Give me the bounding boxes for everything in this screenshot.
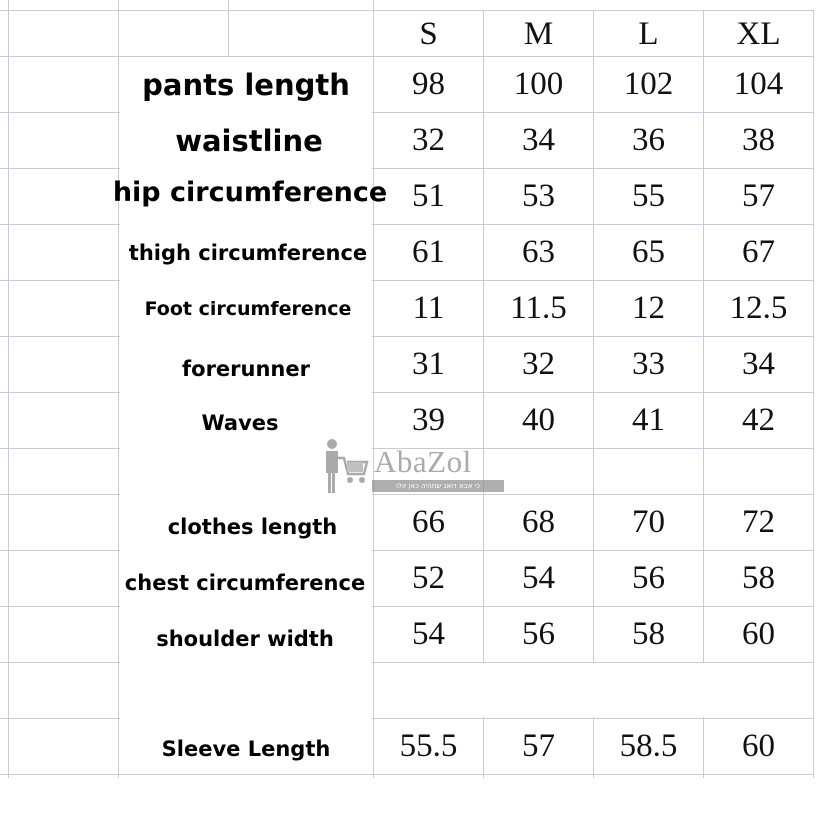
row-label: thigh circumference bbox=[128, 240, 368, 265]
table-cell: 58 bbox=[632, 616, 665, 652]
table-cell: 100 bbox=[513, 66, 564, 102]
table-cell: 32 bbox=[522, 346, 555, 382]
table-cell: 34 bbox=[742, 346, 775, 382]
row-label: shoulder width bbox=[156, 626, 334, 651]
table-cell: 60 bbox=[742, 728, 775, 764]
table-cell: 12 bbox=[632, 290, 665, 326]
table-cell: 31 bbox=[412, 346, 445, 382]
table-cell: 102 bbox=[623, 66, 674, 102]
grid-line bbox=[228, 0, 229, 56]
table-cell: 66 bbox=[412, 504, 445, 540]
table-cell: 42 bbox=[742, 402, 775, 438]
table-cell: 68 bbox=[522, 504, 555, 540]
shopper-cart-icon bbox=[320, 438, 370, 498]
watermark-tagline: כי אבא דואג שתהיה כאן זולו bbox=[372, 480, 504, 492]
table-cell: 53 bbox=[522, 178, 555, 214]
table-cell: 33 bbox=[632, 346, 665, 382]
size-header-s: S bbox=[419, 15, 438, 52]
table-cell: 54 bbox=[412, 616, 445, 652]
table-cell: 34 bbox=[522, 122, 555, 158]
row-label: Sleeve Length bbox=[161, 736, 331, 761]
table-cell: 98 bbox=[412, 66, 445, 102]
row-label: Foot circumference bbox=[144, 297, 352, 320]
watermark bbox=[320, 438, 506, 498]
table-cell: 57 bbox=[522, 728, 555, 764]
table-cell: 12.5 bbox=[729, 290, 788, 326]
row-label: clothes length bbox=[167, 514, 338, 539]
table-cell: 40 bbox=[522, 402, 555, 438]
table-cell: 104 bbox=[733, 66, 784, 102]
table-cell: 54 bbox=[522, 560, 555, 596]
row-label: chest circumference bbox=[124, 570, 366, 595]
watermark-brand: AbaZol bbox=[374, 444, 472, 479]
table-cell: 58.5 bbox=[619, 728, 678, 764]
row-label: hip circumference bbox=[112, 177, 388, 208]
table-cell: 36 bbox=[632, 122, 665, 158]
row-label: Waves bbox=[201, 410, 279, 435]
table-cell: 60 bbox=[742, 616, 775, 652]
table-cell: 56 bbox=[632, 560, 665, 596]
blank-row bbox=[374, 663, 813, 717]
row-label: pants length bbox=[142, 67, 350, 102]
table-cell: 38 bbox=[742, 122, 775, 158]
row-label: forerunner bbox=[182, 356, 310, 381]
table-cell: 11.5 bbox=[510, 290, 567, 326]
table-cell: 11 bbox=[412, 290, 445, 326]
size-header-xl: XL bbox=[736, 15, 781, 52]
table-cell: 55.5 bbox=[399, 728, 458, 764]
table-cell: 70 bbox=[632, 504, 665, 540]
table-cell: 58 bbox=[742, 560, 775, 596]
table-cell: 63 bbox=[522, 234, 555, 270]
size-header-l: L bbox=[638, 15, 659, 52]
size-header-m: M bbox=[523, 15, 554, 52]
table-cell: 65 bbox=[632, 234, 665, 270]
table-cell: 57 bbox=[742, 178, 775, 214]
table-cell: 67 bbox=[742, 234, 775, 270]
table-cell: 32 bbox=[412, 122, 445, 158]
table-cell: 56 bbox=[522, 616, 555, 652]
table-cell: 61 bbox=[412, 234, 445, 270]
table-cell: 72 bbox=[742, 504, 775, 540]
table-cell: 52 bbox=[412, 560, 445, 596]
row-label: waistline bbox=[175, 123, 323, 158]
table-cell: 39 bbox=[412, 402, 445, 438]
table-cell: 41 bbox=[632, 402, 665, 438]
table-cell: 51 bbox=[412, 178, 445, 214]
table-cell: 55 bbox=[632, 178, 665, 214]
